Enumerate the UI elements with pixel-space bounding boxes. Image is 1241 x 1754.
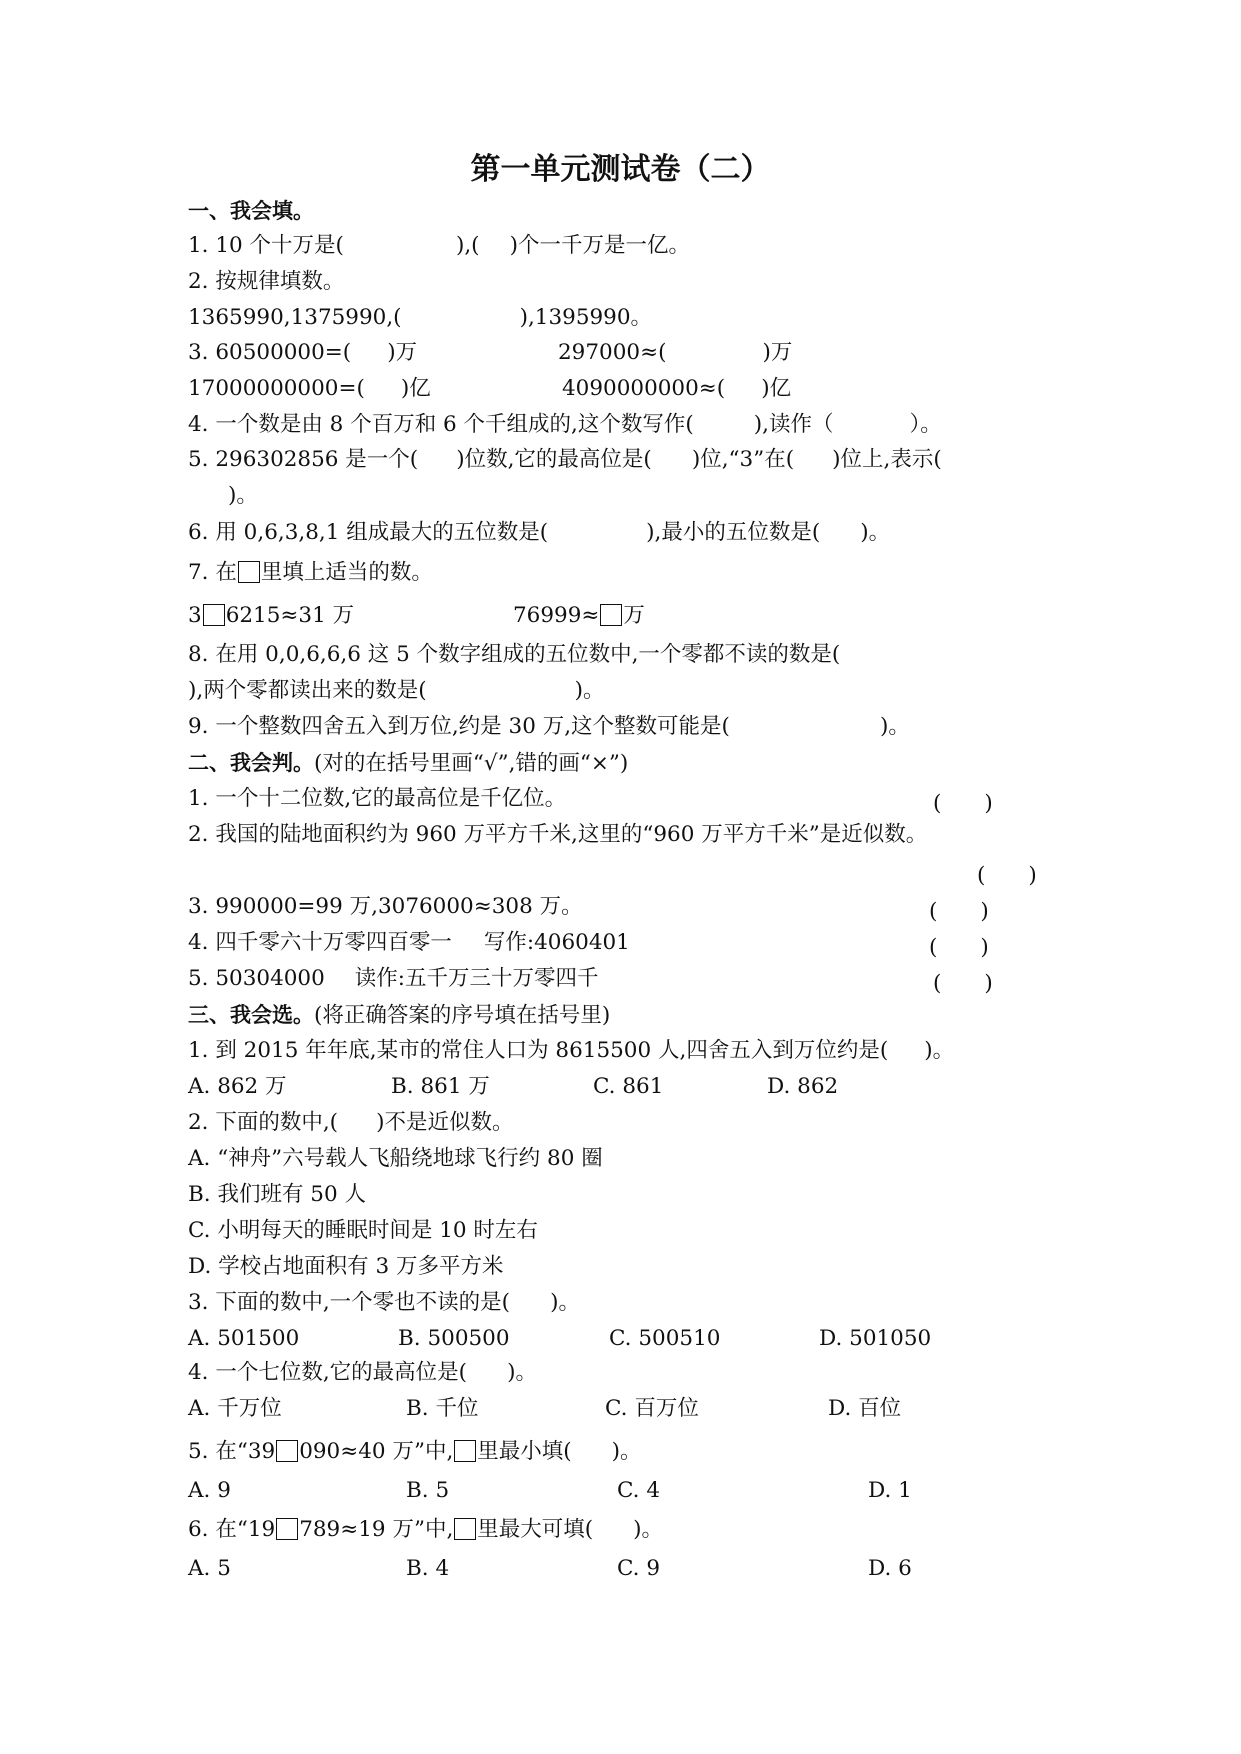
option-a: A. 862 万 — [188, 1074, 287, 1099]
text: 3. 60500000=( — [188, 340, 352, 365]
answer-paren: ( ) — [929, 899, 989, 924]
text: 4. 一个七位数,它的最高位是( — [188, 1360, 468, 1385]
blank-box — [276, 1518, 298, 1540]
section-2-heading — [188, 750, 1088, 777]
s1-question-9 — [188, 714, 1088, 740]
text: 里最小填( — [477, 1439, 572, 1464]
text: 里最大可填( — [477, 1517, 594, 1542]
text: )。 — [924, 1038, 955, 1063]
option-b: B. 861 万 — [391, 1074, 490, 1099]
text: ),( — [455, 233, 480, 258]
option-d: D. 百位 — [828, 1396, 902, 1421]
text: 写作:4060401 — [483, 930, 630, 955]
text: 789≈19 万”中, — [299, 1517, 454, 1542]
option-c: C. 4 — [617, 1478, 661, 1503]
text: (对的在括号里画“√”,错的画“×”) — [314, 751, 629, 776]
text: )。 — [633, 1517, 664, 1542]
section-1-heading: 一、我会填。 — [188, 199, 314, 223]
text: )。 — [507, 1360, 537, 1385]
text: )位数,它的最高位是( — [456, 447, 652, 472]
text: 5. 50304000 — [188, 966, 325, 991]
text: )不是近似数。 — [376, 1110, 514, 1135]
text: 090≈40 万”中, — [299, 1439, 454, 1464]
s1-q3-d — [562, 376, 791, 402]
section-3-heading — [188, 1002, 1088, 1029]
text: 5. 296302856 是一个( — [188, 447, 419, 472]
option-a: A. 501500 — [188, 1326, 300, 1351]
text: )个一千万是一亿。 — [509, 233, 690, 258]
s3-question-6 — [188, 1517, 1088, 1543]
blank-box — [276, 1440, 298, 1462]
text: 3 — [188, 603, 202, 628]
text: 297000≈( — [558, 340, 667, 365]
option-c: C. 861 — [593, 1074, 664, 1099]
blank-box — [600, 604, 622, 626]
s1-question-6 — [188, 520, 1088, 546]
text: 1. 到 2015 年年底,某市的常住人口为 8615500 人,四舍五入到万位约是( — [188, 1038, 889, 1063]
text: )亿 — [761, 376, 792, 401]
text: 76999≈ — [513, 603, 600, 628]
page-title: 第一单元测试卷（二） — [470, 152, 771, 187]
answer-paren: ( ) — [929, 935, 989, 960]
text: 3. 下面的数中,一个零也不读的是( — [188, 1290, 511, 1315]
s1-question-5-cont: )。 — [228, 483, 258, 508]
text: )。 — [860, 520, 891, 545]
text: ),两个零都读出来的数是( — [188, 678, 427, 703]
s1-question-3-row1 — [188, 340, 1088, 366]
text: 4. 四千零六十万零四百零一 — [188, 930, 452, 955]
text: 9. 一个整数四舍五入到万位,约是 30 万,这个整数可能是( — [188, 714, 730, 739]
answer-paren: ( ) — [977, 863, 1037, 888]
text: 4. 一个数是由 8 个百万和 6 个千组成的,这个数写作( — [188, 412, 694, 437]
s1-question-8-cont — [188, 678, 1088, 704]
text: )位,“3”在( — [691, 447, 795, 472]
s1-q7-b — [513, 603, 645, 629]
text: (将正确答案的序号填在括号里) — [314, 1003, 611, 1028]
text: ),最小的五位数是( — [646, 520, 821, 545]
option-c: C. 百万位 — [605, 1396, 699, 1421]
text: )。 — [611, 1439, 642, 1464]
s1-question-7 — [188, 560, 1088, 586]
s1-question-8: 8. 在用 0,0,6,6,6 这 5 个数字组成的五位数中,一个零都不读的数是( — [188, 642, 841, 667]
s1-q3-b — [558, 340, 792, 366]
option-a: A. “神舟”六号载人飞船绕地球飞行约 80 圈 — [188, 1146, 603, 1171]
blank-box — [454, 1440, 476, 1462]
option-a: A. 9 — [188, 1478, 231, 1503]
option-d: D. 学校占地面积有 3 万多平方米 — [188, 1254, 504, 1279]
s1-question-2: 2. 按规律填数。 — [188, 269, 345, 294]
s3-question-2 — [188, 1110, 1088, 1136]
s1-question-5 — [188, 447, 1088, 473]
text: ),1395990。 — [519, 305, 653, 330]
option-c: C. 500510 — [609, 1326, 721, 1351]
option-c: C. 9 — [617, 1556, 661, 1581]
blank-box — [203, 604, 225, 626]
text: )亿 — [400, 376, 431, 401]
text: )万 — [762, 340, 793, 365]
option-d: D. 6 — [868, 1556, 912, 1581]
s3-question-3 — [188, 1290, 1088, 1316]
s1-question-4 — [188, 412, 1088, 438]
text: 读作:五千万三十万零四千 — [354, 966, 599, 991]
text: 1. 10 个十万是( — [188, 233, 344, 258]
text: 二、我会判。 — [188, 751, 314, 775]
text: 6. 用 0,6,3,8,1 组成最大的五位数是( — [188, 520, 549, 545]
text: )。 — [550, 1290, 580, 1315]
s2-question-2: 2. 我国的陆地面积约为 960 万平方千米,这里的“960 万平方千米”是近似数。 — [188, 822, 928, 847]
text: 三、我会选。 — [188, 1003, 314, 1027]
s2-question-3: 3. 990000=99 万,3076000≈308 万。 — [188, 894, 583, 919]
text: )位上,表示( — [832, 447, 942, 472]
option-b: B. 千位 — [406, 1396, 479, 1421]
s2-question-1: 1. 一个十二位数,它的最高位是千亿位。 — [188, 786, 567, 811]
text: 2. 下面的数中,( — [188, 1110, 339, 1135]
text: )万 — [387, 340, 418, 365]
text: 4090000000≈( — [562, 376, 726, 401]
s1-question-2-sequence — [188, 305, 1088, 331]
option-d: D. 501050 — [819, 1326, 932, 1351]
blank-box — [454, 1518, 476, 1540]
text: )。 — [574, 678, 605, 703]
text: 1365990,1375990,( — [188, 305, 402, 330]
option-d: D. 862 — [767, 1074, 839, 1099]
text: 6. 在“19 — [188, 1517, 276, 1542]
text: 万 — [623, 603, 645, 628]
text: ）。 — [909, 412, 942, 437]
text: 5. 在“39 — [188, 1439, 276, 1464]
s1-question-7-items — [188, 603, 1088, 629]
s3-question-4 — [188, 1360, 1088, 1386]
answer-paren: ( ) — [933, 971, 993, 996]
option-c: C. 小明每天的睡眠时间是 10 时左右 — [188, 1218, 538, 1243]
text: 17000000000=( — [188, 376, 365, 401]
blank-box — [238, 561, 260, 583]
text: 6215≈31 万 — [225, 603, 355, 628]
text: )。 — [879, 714, 910, 739]
s1-question-1 — [188, 233, 1088, 259]
option-a: A. 千万位 — [188, 1396, 282, 1421]
option-b: B. 4 — [406, 1556, 450, 1581]
text: ),读作（ — [753, 412, 834, 437]
text: 里填上适当的数。 — [260, 560, 433, 585]
answer-paren: ( ) — [933, 791, 993, 816]
option-a: A. 5 — [188, 1556, 231, 1581]
s1-question-3-row2 — [188, 376, 1088, 402]
s3-question-1 — [188, 1038, 1088, 1064]
option-b: B. 500500 — [398, 1326, 510, 1351]
option-d: D. 1 — [868, 1478, 912, 1503]
option-b: B. 5 — [406, 1478, 450, 1503]
s3-question-5 — [188, 1439, 1088, 1465]
option-b: B. 我们班有 50 人 — [188, 1182, 366, 1207]
text: 7. 在 — [188, 560, 237, 585]
